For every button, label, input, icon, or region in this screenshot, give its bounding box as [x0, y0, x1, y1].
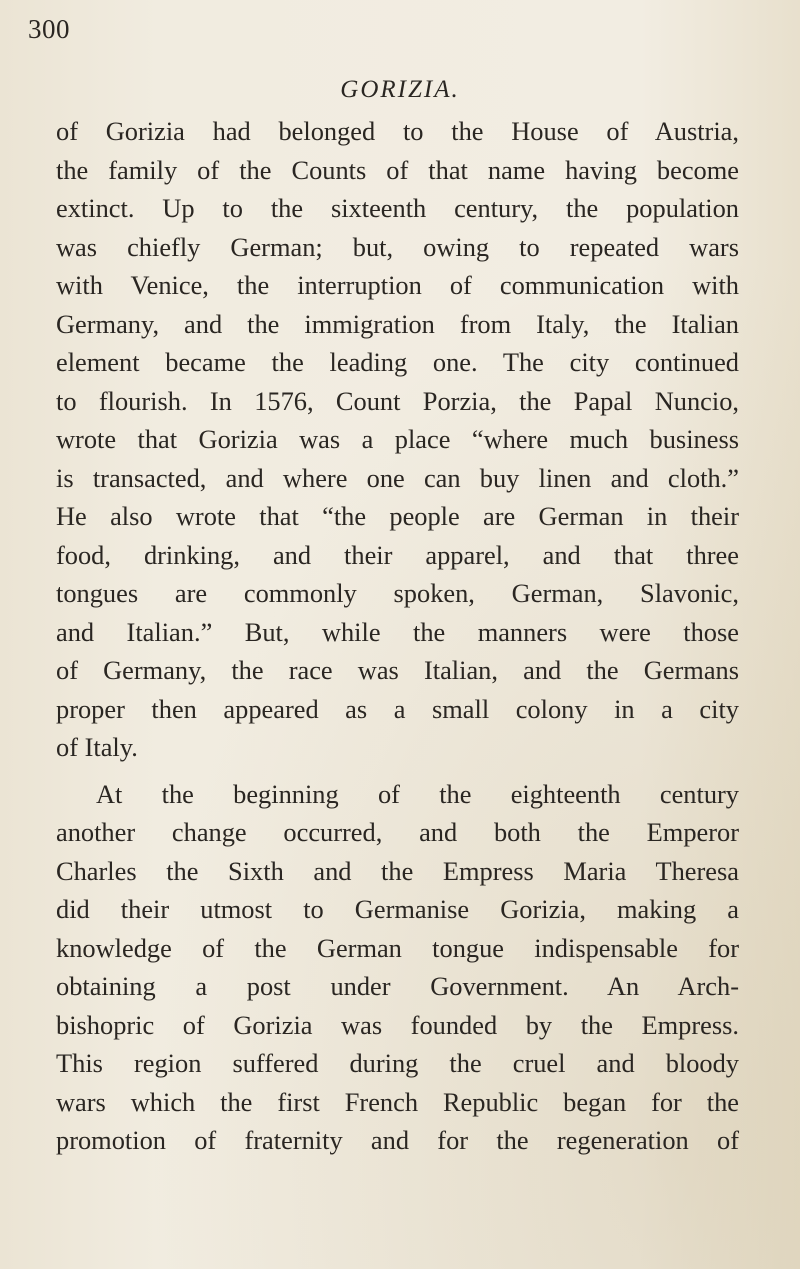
text-line: extinct. Up to the sixteenth century, the population — [56, 193, 739, 223]
paragraph-2 — [56, 775, 739, 1160]
text-line: is transacted, and where one can buy linen and cloth.” — [56, 462, 739, 493]
paragraph-spacer — [56, 767, 739, 775]
text-line: wrote that Gorizia was a place “where much business — [56, 424, 739, 454]
text-line: of Gorizia had belonged to the House of Austria, — [56, 116, 739, 146]
text-line: food, drinking, and their apparel, and that three — [56, 539, 739, 570]
text-line: proper then appeared as a small colony in a city — [56, 693, 739, 724]
text-line: did their utmost to Germanise Gorizia, making a — [56, 894, 739, 924]
text-line: another change occurred, and both the Emperor — [56, 817, 739, 847]
text-line: bishopric of Gorizia was founded by the Empress. — [56, 1009, 739, 1040]
paragraph-1 — [56, 112, 739, 767]
text-line: element became the leading one. The city continued — [56, 347, 739, 377]
text-line: the family of the Counts of that name having become — [56, 154, 739, 185]
text-line: tongues are commonly spoken, German, Slavonic, — [56, 578, 739, 608]
running-title: GORIZIA. — [340, 76, 460, 103]
text-line: of Italy. — [56, 732, 138, 762]
text-line: obtaining a post under Government. An Arch- — [56, 971, 739, 1001]
text-line: This region suffered during the cruel and bloody — [56, 1048, 739, 1078]
text-line: with Venice, the interruption of communication with — [56, 270, 739, 300]
text-line: He also wrote that “the people are German in their — [56, 501, 739, 531]
text-line: wars which the first French Republic began for the — [56, 1086, 739, 1117]
text-line: knowledge of the German tongue indispensable for — [56, 932, 739, 963]
text-line: to flourish. In 1576, Count Porzia, the Papal Nuncio, — [56, 385, 739, 416]
body-text — [56, 112, 739, 1160]
text-line: Charles the Sixth and the Empress Maria Theresa — [56, 855, 739, 886]
text-line: was chiefly German; but, owing to repeated wars — [56, 231, 739, 262]
text-line: promotion of fraternity and for the regeneration of — [56, 1125, 739, 1155]
text-line: Germany, and the immigration from Italy, the Italian — [56, 308, 739, 339]
text-line: and Italian.” But, while the manners were those — [56, 616, 739, 647]
text-line: of Germany, the race was Italian, and the Germans — [56, 655, 739, 685]
page-number: 300 — [28, 14, 70, 44]
text-line: At the beginning of the eighteenth century — [96, 778, 739, 809]
